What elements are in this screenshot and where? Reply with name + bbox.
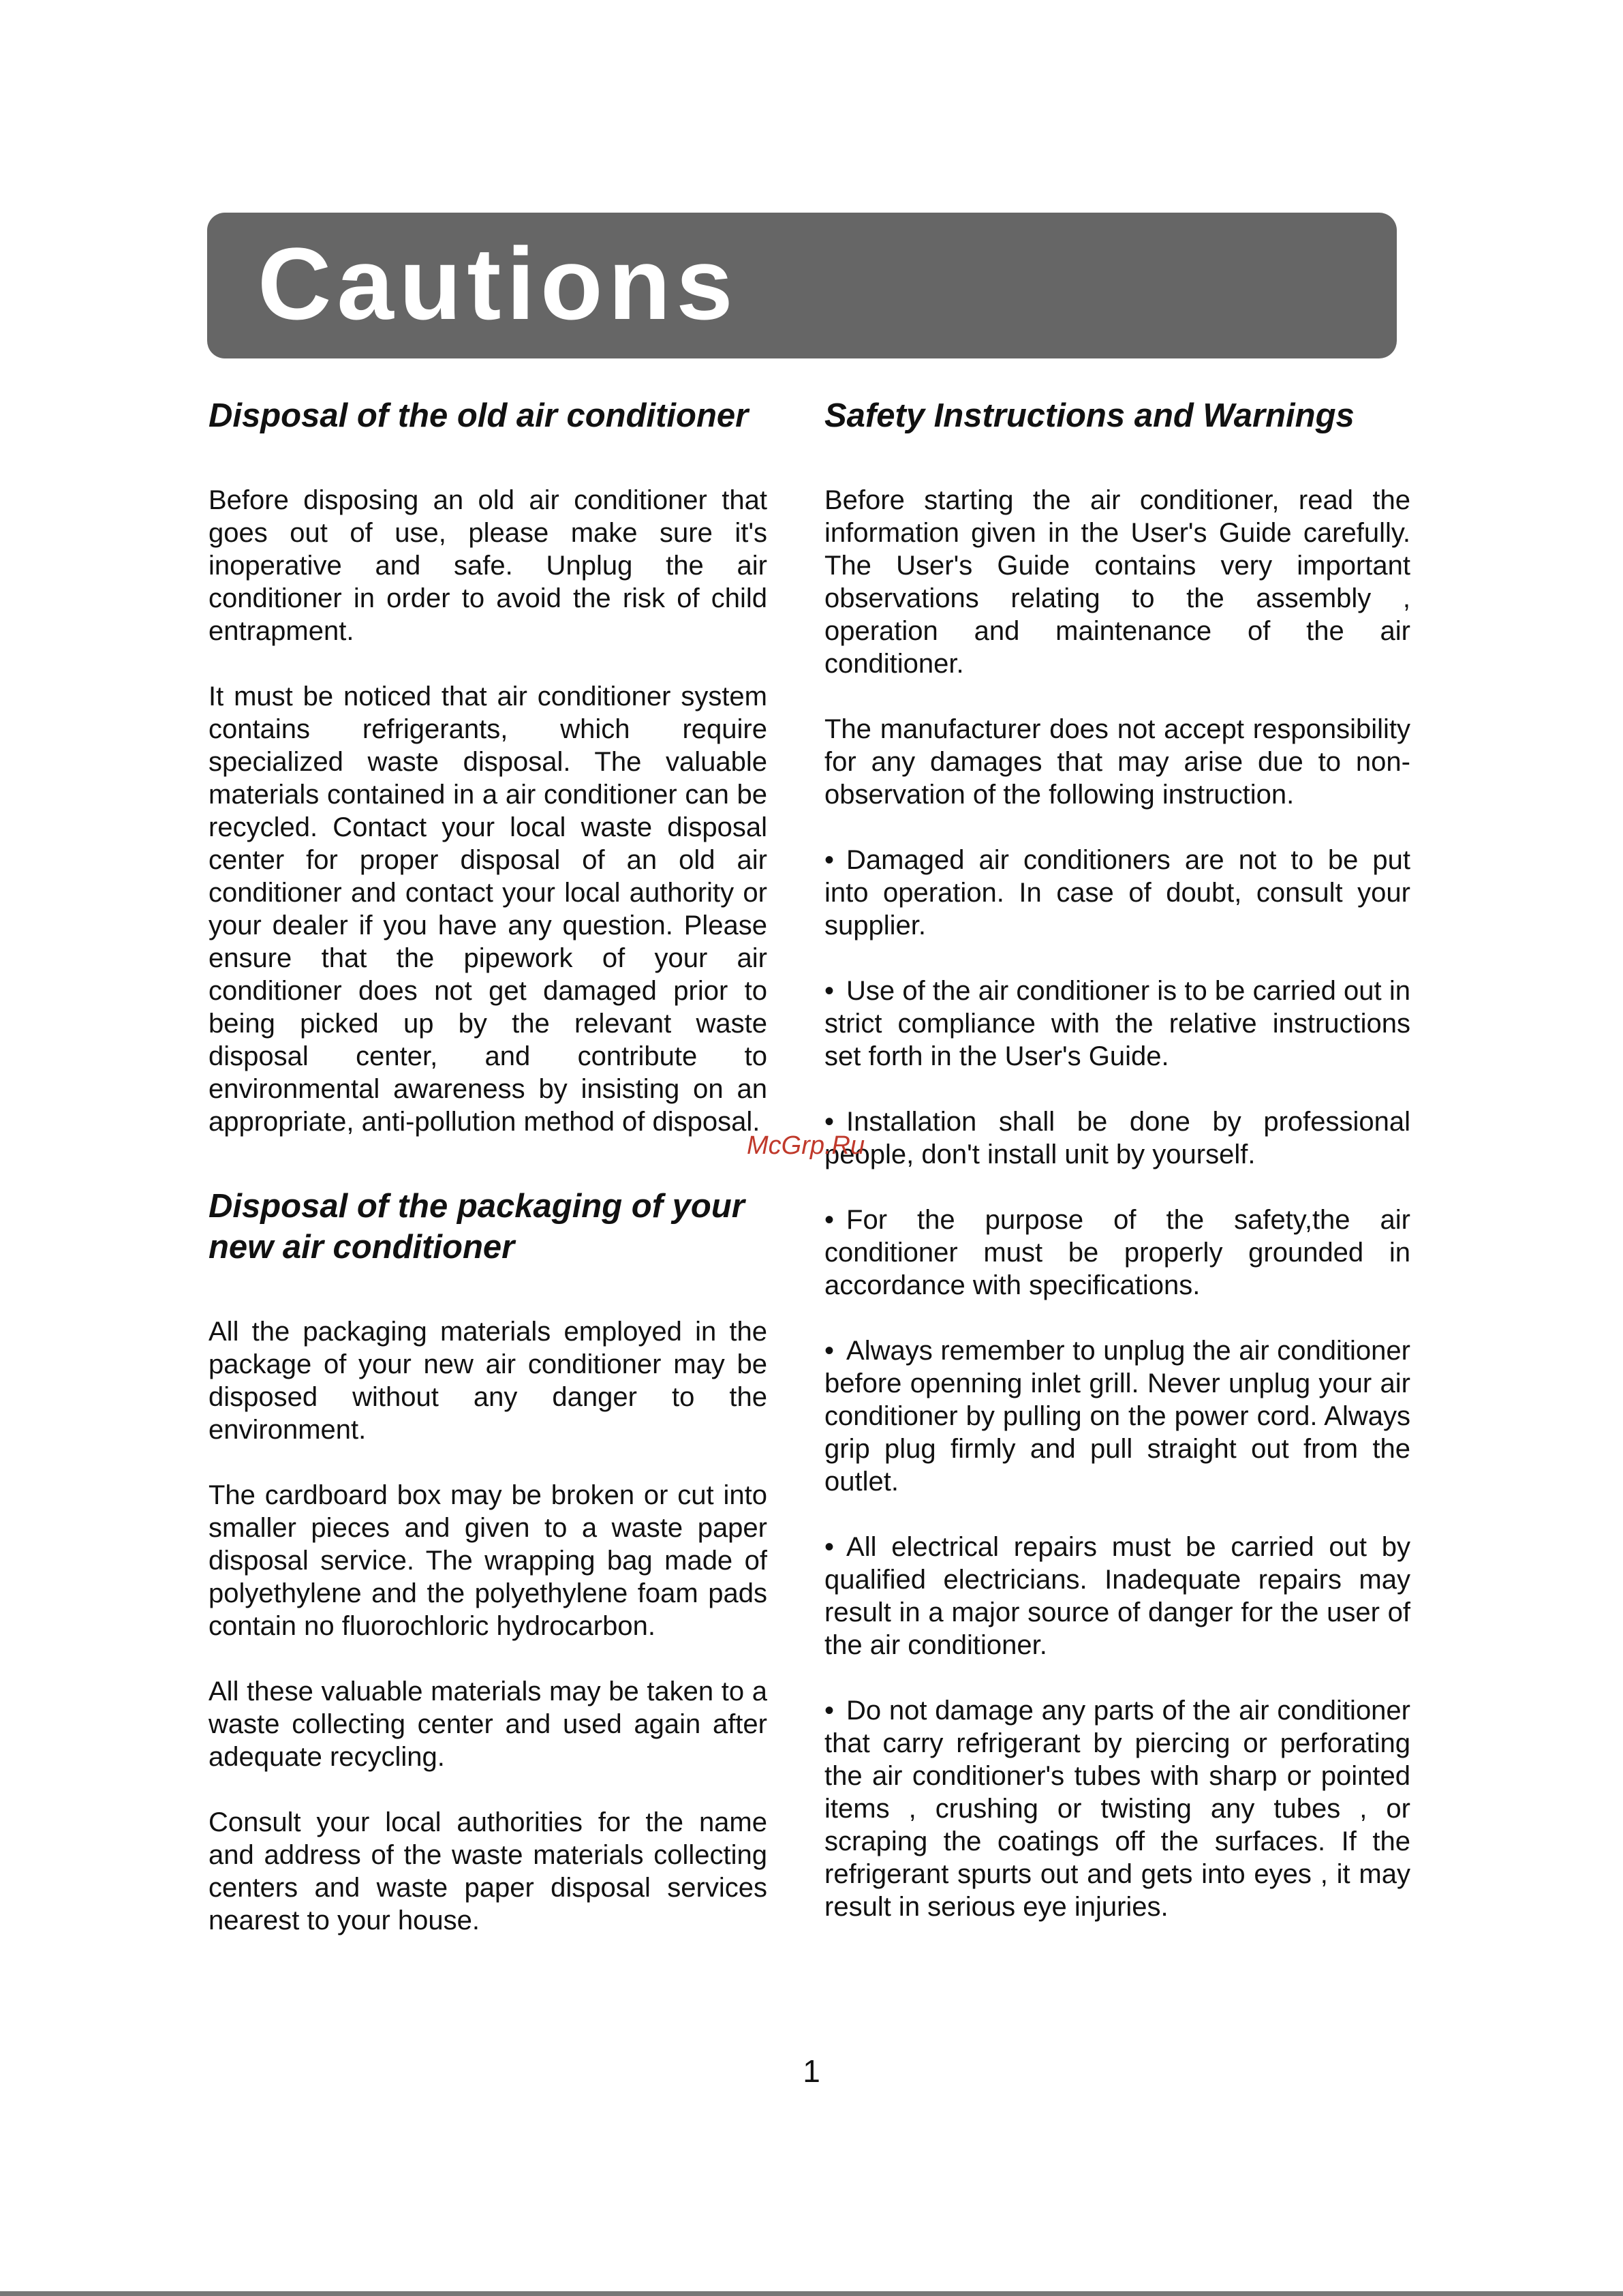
bullet-text: Damaged air conditioners are not to be put into operation. In case of doubt, consult your supplier. — [824, 845, 1410, 940]
heading-disposal-old: Disposal of the old air conditioner — [208, 397, 749, 434]
bullet-icon: • — [824, 1336, 835, 1366]
bullet-item — [824, 1694, 1410, 1923]
title-banner — [207, 213, 1397, 358]
bullet-icon: • — [824, 1696, 835, 1726]
heading-disposal-packaging: Disposal of the packaging of your new air conditioner — [208, 1188, 745, 1266]
paragraph-packaging-4: Consult your local authorities for the name and address of the waste materials collecting centers and waste paper disposal services nearest to your house. — [208, 1807, 767, 1935]
bullet-text: All electrical repairs must be carried out by qualified electricians. Inadequate repairs may result in a major source of danger for the user of the air conditioner. — [824, 1532, 1410, 1660]
bullet-item — [824, 844, 1410, 942]
paragraph-safety-intro-2: The manufacturer does not accept responsibility for any damages that may arise due to non-observation of the following instruction. — [824, 714, 1410, 810]
watermark: McGrp.Ru — [747, 1131, 865, 1160]
bullet-icon: • — [824, 1107, 835, 1137]
heading-safety: Safety Instructions and Warnings — [824, 397, 1355, 434]
bullet-icon: • — [824, 1532, 835, 1562]
page-title: Cautions — [258, 226, 739, 341]
bullet-icon: • — [824, 976, 835, 1006]
bullet-item — [824, 1105, 1410, 1171]
bullet-item — [824, 1531, 1410, 1662]
bullet-icon: • — [824, 1205, 835, 1235]
bullet-item — [824, 1334, 1410, 1498]
bullet-item — [824, 975, 1410, 1073]
bullet-text: Installation shall be done by professional people, don't install unit by yourself. — [824, 1107, 1410, 1169]
page-number: 1 — [803, 2053, 820, 2089]
bullet-text: Use of the air conditioner is to be carried out in strict compliance with the relative instructions set forth in the User's Guide. — [824, 976, 1410, 1071]
bullet-text: Always remember to unplug the air conditioner before openning inlet grill. Never unplug your air conditioner by pulling on the power cord. Always grip plug firmly and pull straight out from the outlet. — [824, 1336, 1410, 1497]
bullet-text: Do not damage any parts of the air conditioner that carry refrigerant by piercing or perforating the air conditioner's tubes with sharp or pointed items , crushing or twisting any tubes , or scraping the coatings off the surfaces. If the refrigerant spurts out and gets into eyes , it may result in serious eye injuries. — [824, 1696, 1410, 1922]
paragraph-packaging-3: All these valuable materials may be taken to a waste collecting center and used again after adequate recycling. — [208, 1677, 767, 1772]
paragraph-safety-intro-1: Before starting the air conditioner, read the information given in the User's Guide carefully. The User's Guide contains very important observations relating to the assembly , operation and maintenance of the air conditioner. — [824, 485, 1410, 679]
left-column — [208, 395, 767, 1937]
paragraph-disposal-old-1: Before disposing an old air conditioner that goes out of use, please make sure it's inoperative and safe. Unplug the air conditioner in order to avoid the risk of child entrapment. — [208, 485, 767, 646]
bullet-text: For the purpose of the safety,the air conditioner must be properly grounded in accordance with specifications. — [824, 1205, 1410, 1300]
paragraph-packaging-1: All the packaging materials employed in the package of your new air conditioner may be disposed without any danger to the environment. — [208, 1317, 767, 1445]
right-column — [824, 395, 1410, 1923]
paragraph-packaging-2: The cardboard box may be broken or cut into smaller pieces and given to a waste paper disposal service. The wrapping bag made of polyethylene and the polyethylene foam pads contain no fluorochloric hydrocarbon. — [208, 1480, 767, 1641]
bullet-item — [824, 1204, 1410, 1302]
paragraph-disposal-old-2: It must be noticed that air conditioner system contains refrigerants, which require specialized waste disposal. The valuable materials contained in a air conditioner can be recycled. Contact your local waste disposal center for proper disposal of an old air conditioner and contact your local authority or your dealer if you have any question. Please ensure that the pipework of your air conditioner does not get damaged prior to being picked up by the relevant waste disposal center, and contribute to environmental awareness by insisting on an appropriate, anti-pollution method of disposal. — [208, 682, 767, 1137]
bullet-icon: • — [824, 845, 835, 875]
bottom-divider — [0, 2291, 1623, 2296]
